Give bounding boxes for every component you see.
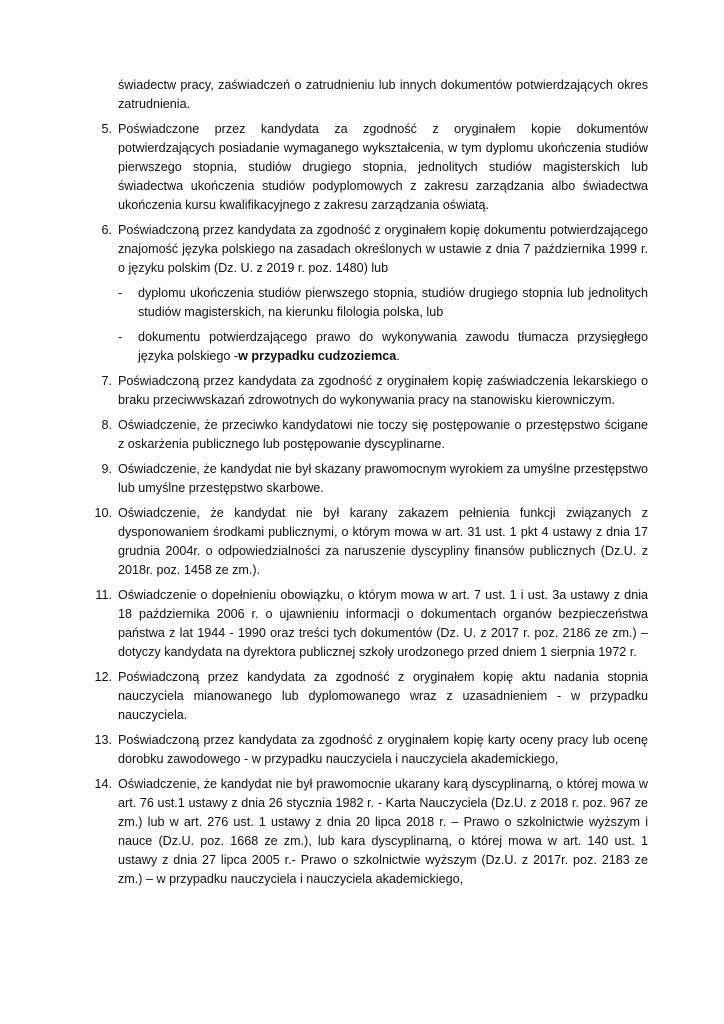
list-item-8 — [101, 416, 648, 454]
item-number: 11. — [95, 588, 112, 602]
item-text: Poświadczoną przez kandydata za zgodność z oryginałem kopię karty oceny pracy lub ocenę dorobku zawodowego - w przypadku nauczyciela i nauczyciela akademickiego, — [118, 733, 648, 766]
dash-bullet: - — [118, 286, 123, 300]
sub-item — [118, 328, 648, 366]
list-item-9 — [101, 460, 648, 498]
list-item-13 — [94, 731, 648, 769]
item-number: 8. — [101, 418, 112, 432]
sub-item-text: dyplomu ukończenia studiów pierwszego stopnia, studiów drugiego stopnia lub jednolitych studiów magisterskich, na kierunku filologia polska, lub — [138, 286, 648, 319]
intro-paragraph: świadectw pracy, zaświadczeń o zatrudnieniu lub innych dokumentów potwierdzających okres zatrudnienia. — [118, 78, 648, 111]
item-text: Poświadczoną przez kandydata za zgodność z oryginałem kopię dokumentu potwierdzającego znajomość języka polskiego na zasadach określonych w ustawie z dnia 7 października 1999 r. o języku polskim (Dz. U. z 2019 r. poz. 1480) lub — [118, 223, 648, 275]
list-item-6 — [101, 221, 648, 366]
item-number: 6. — [101, 223, 112, 237]
item-text: Poświadczoną przez kandydata za zgodność z oryginałem kopię zaświadczenia lekarskiego o braku przeciwwskazań zdrowotnych do wykonywania pracy na stanowisku kierowniczym. — [118, 374, 648, 407]
item-number: 12. — [94, 670, 112, 684]
item-number: 9. — [101, 462, 112, 476]
item-text: Oświadczenie, że kandydat nie był skazany prawomocnym wyrokiem za umyślne przestępstwo lub umyślne przestępstwo skarbowe. — [118, 462, 648, 495]
item-number: 10. — [94, 506, 112, 520]
dash-bullet: - — [118, 330, 123, 344]
list-item-14 — [94, 775, 648, 889]
list-item-5 — [101, 120, 648, 215]
document-body — [94, 76, 648, 895]
item-text: Poświadczoną przez kandydata za zgodność z oryginałem kopię aktu nadania stopnia nauczyciela mianowanego lub dyplomowanego wraz z uzasadnieniem - w przypadku nauczyciela. — [118, 670, 648, 722]
item-number: 7. — [101, 374, 112, 388]
item-number: 5. — [101, 122, 112, 136]
item-text: Oświadczenie, że przeciwko kandydatowi nie toczy się postępowanie o przestępstwo ścigane z oskarżenia publicznego lub postępowanie dyscyplinarne. — [118, 418, 648, 451]
list-item-10 — [94, 504, 648, 580]
item-text: Oświadczenie o dopełnieniu obowiązku, o którym mowa w art. 7 ust. 1 i ust. 3a ustawy z dnia 18 października 2006 r. o ujawnieniu informacji o dokumentach organów bezpieczeństwa państwa z lat 1944 - 1990 oraz treści tych dokumentów (Dz. U. z 2017 r. poz. 2186 ze zm.) – dotyczy kandydata na dyrektora publicznej szkoły urodzonego przed dniem 1 sierpnia 1972 r. — [118, 588, 648, 659]
item-text: Poświadczone przez kandydata za zgodność z oryginałem kopie dokumentów potwierdzających posiadanie wymaganego wykształcenia, w tym dyplomu ukończenia studiów pierwszego stopnia, studiów drugiego stopnia, jednolitych studiów magisterskich lub świadectwa ukończenia studiów podyplomowych z zakresu zarządzania albo świadectwa ukończenia kursu kwalifikacyjnego z zakresu zarządzania oświatą. — [118, 122, 648, 212]
sub-item — [118, 284, 648, 322]
list-item-11 — [95, 586, 648, 662]
list-item-12 — [94, 668, 648, 725]
item-number: 14. — [94, 777, 112, 791]
item-text: Oświadczenie, że kandydat nie był prawomocnie ukarany karą dyscyplinarną, o której mowa w art. 76 ust.1 ustawy z dnia 26 stycznia 1982 r. - Karta Nauczyciela (Dz.U. z 2018 r. poz. 967 ze zm.) lub w art. 276 ust. 1 ustawy z dnia 20 lipca 2018 r. – Prawo o szkolnictwie wyższym i nauce (Dz.U. poz. 1668 ze zm.), lub kara dyscyplinarną, o której mowa w art. 140 ust. 1 ustawy z dnia 27 lipca 2005 r.- Prawo o szkolnictwie wyższym (Dz.U. z 2017r. poz. 2183 ze zm.) – w przypadku nauczyciela i nauczyciela akademickiego, — [118, 777, 648, 886]
item-number: 13. — [94, 733, 112, 747]
bold-emphasis: w przypadku cudzoziemca — [238, 349, 397, 363]
item-text: Oświadczenie, że kandydat nie był karany zakazem pełnienia funkcji związanych z dysponowaniem środkami publicznymi, o którym mowa w art. 31 ust. 1 pkt 4 ustawy z dnia 17 grudnia 2004r. o odpowiedzialności za naruszenie dyscypliny finansów publicznych (Dz.U. z 2018r. poz. 1458 ze zm.). — [118, 506, 648, 577]
list-item-7 — [101, 372, 648, 410]
sub-item-text: dokumentu potwierdzającego prawo do wykonywania zawodu tłumacza przysięgłego języka polskiego - — [138, 330, 648, 363]
sub-item-tail: . — [396, 349, 400, 363]
